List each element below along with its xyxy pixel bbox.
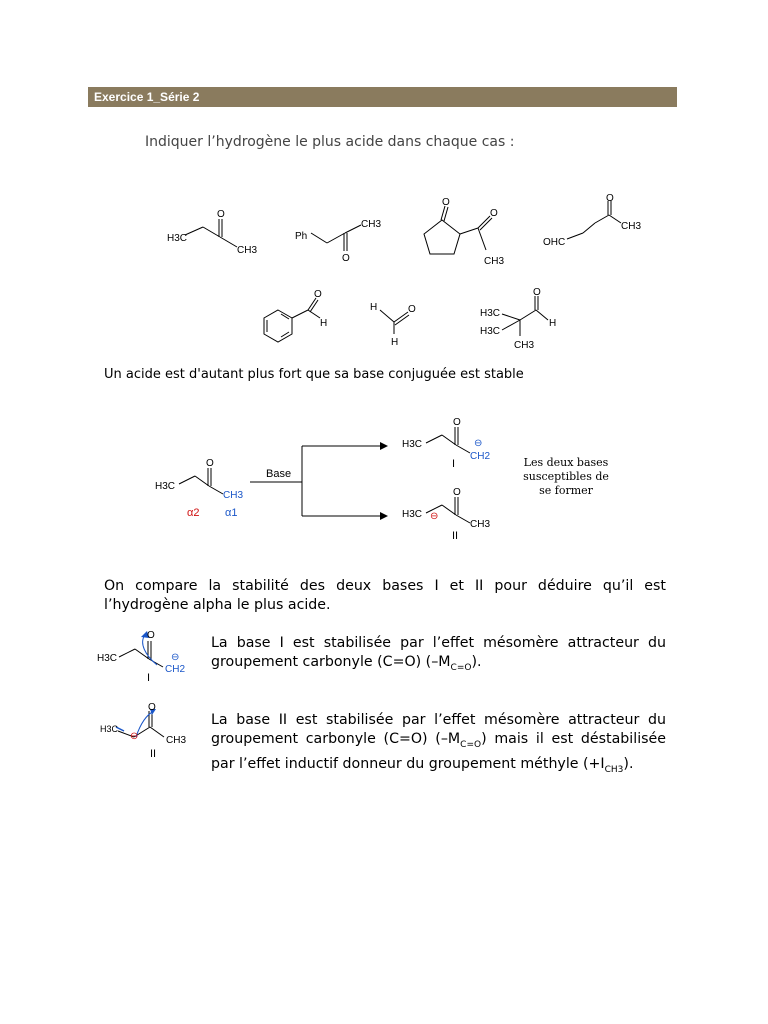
- bases-note: [516, 456, 616, 498]
- molecule-pivaldehyde: [480, 286, 570, 354]
- note-line-2: susceptibles de: [523, 470, 609, 483]
- b1-right: CH2: [165, 664, 186, 675]
- instruction-text: Indiquer l’hydrogène le plus acide dans chaque cas :: [145, 134, 515, 150]
- arrow-label-base: Base: [266, 468, 292, 480]
- m3-right: CH3: [484, 256, 505, 267]
- m6-o: O: [408, 304, 416, 315]
- alpha1-label: α1: [225, 507, 238, 519]
- b1-label: I: [147, 672, 151, 684]
- p1-label: I: [452, 458, 456, 470]
- m1-o: O: [217, 209, 225, 220]
- base2-sub1: C=O: [460, 739, 482, 750]
- m4-left: OHC: [543, 237, 566, 248]
- m5-o: O: [314, 289, 322, 300]
- b1-o: O: [147, 630, 155, 641]
- b2-charge: ⊖: [130, 731, 139, 742]
- exercise-header: Exercice 1_Série 2: [88, 87, 677, 107]
- b2-left: H3C: [100, 724, 119, 734]
- product-base-2: [400, 485, 500, 545]
- b1-left: H3C: [97, 653, 118, 664]
- m4-o: O: [606, 193, 614, 204]
- reagent-left: H3C: [155, 481, 176, 492]
- m7-h: H: [549, 318, 557, 329]
- m3-o1: O: [442, 197, 450, 208]
- base2-paragraph: [211, 711, 666, 780]
- b2-label: II: [150, 748, 157, 760]
- b2-o: O: [148, 702, 156, 713]
- m2-left: Ph: [295, 231, 308, 242]
- m3-o2: O: [490, 208, 498, 219]
- alpha2-label: α2: [187, 507, 200, 519]
- base1-text-before: La base I est stabilisée par l’effet mésomère attracteur du groupement carbonyle (C=O) (–M: [211, 635, 666, 670]
- m5-h: H: [320, 318, 328, 329]
- reaction-arrows: [250, 440, 390, 525]
- base2-text-before: La base II est stabilisée par l’effet mésomère attracteur du groupement carbonyle (C=O) (–M: [211, 712, 666, 747]
- base2-text-after: ).: [623, 755, 634, 772]
- base1-paragraph: [211, 634, 666, 678]
- p2-charge: ⊖: [430, 511, 439, 522]
- reagent-butanone: [153, 456, 253, 522]
- m7-o: O: [533, 287, 541, 298]
- m2-o: O: [342, 253, 350, 264]
- p1-charge: ⊖: [474, 438, 483, 449]
- m6-h1: H: [370, 302, 378, 313]
- m7-ch3a: H3C: [480, 308, 501, 319]
- reagent-o: O: [206, 458, 214, 469]
- base1-structure: [95, 625, 195, 685]
- base2-sub2: CH3: [604, 764, 624, 775]
- comparison-paragraph: On compare la stabilité des deux bases I et II pour déduire qu’il est l’hydrogène alpha le plus acide.: [104, 578, 666, 613]
- p2-o: O: [453, 487, 461, 498]
- reagent-right: CH3: [223, 490, 244, 501]
- product-base-1: [400, 415, 500, 475]
- molecule-oxohexanal: [543, 195, 653, 255]
- note-line-3: se former: [539, 484, 593, 497]
- molecule-butanone: [165, 205, 265, 265]
- p2-left: H3C: [402, 509, 423, 520]
- m1-right: CH3: [237, 245, 258, 256]
- acid-statement: Un acide est d'autant plus fort que sa base conjuguée est stable: [104, 367, 524, 382]
- molecule-acetylcyclopentanone: [412, 198, 512, 273]
- m7-ch3b: H3C: [480, 326, 501, 337]
- p1-left: H3C: [402, 439, 423, 450]
- p1-right: CH2: [470, 451, 491, 462]
- base1-sub: C=O: [450, 662, 472, 673]
- p2-label: II: [452, 530, 459, 542]
- b1-charge: ⊖: [171, 652, 180, 663]
- m4-right: CH3: [621, 221, 642, 232]
- note-line-1: Les deux bases: [523, 456, 609, 469]
- base2-text-mid: ) mais il est déstabilisée par l’effet inductif donneur du groupement méthyle (+I: [211, 731, 666, 772]
- base2-structure: [98, 703, 198, 763]
- molecule-benzaldehyde: [260, 288, 340, 348]
- molecule-phenylacetone: [295, 215, 395, 265]
- m1-left: H3C: [167, 233, 188, 244]
- m7-ch3c: CH3: [514, 340, 535, 351]
- p1-o: O: [453, 417, 461, 428]
- b2-right: CH3: [166, 735, 187, 746]
- m6-h2: H: [391, 337, 399, 348]
- base1-text-after: ).: [471, 654, 482, 670]
- m2-right: CH3: [361, 219, 382, 230]
- molecule-formaldehyde: [366, 298, 426, 348]
- p2-right: CH3: [470, 519, 491, 530]
